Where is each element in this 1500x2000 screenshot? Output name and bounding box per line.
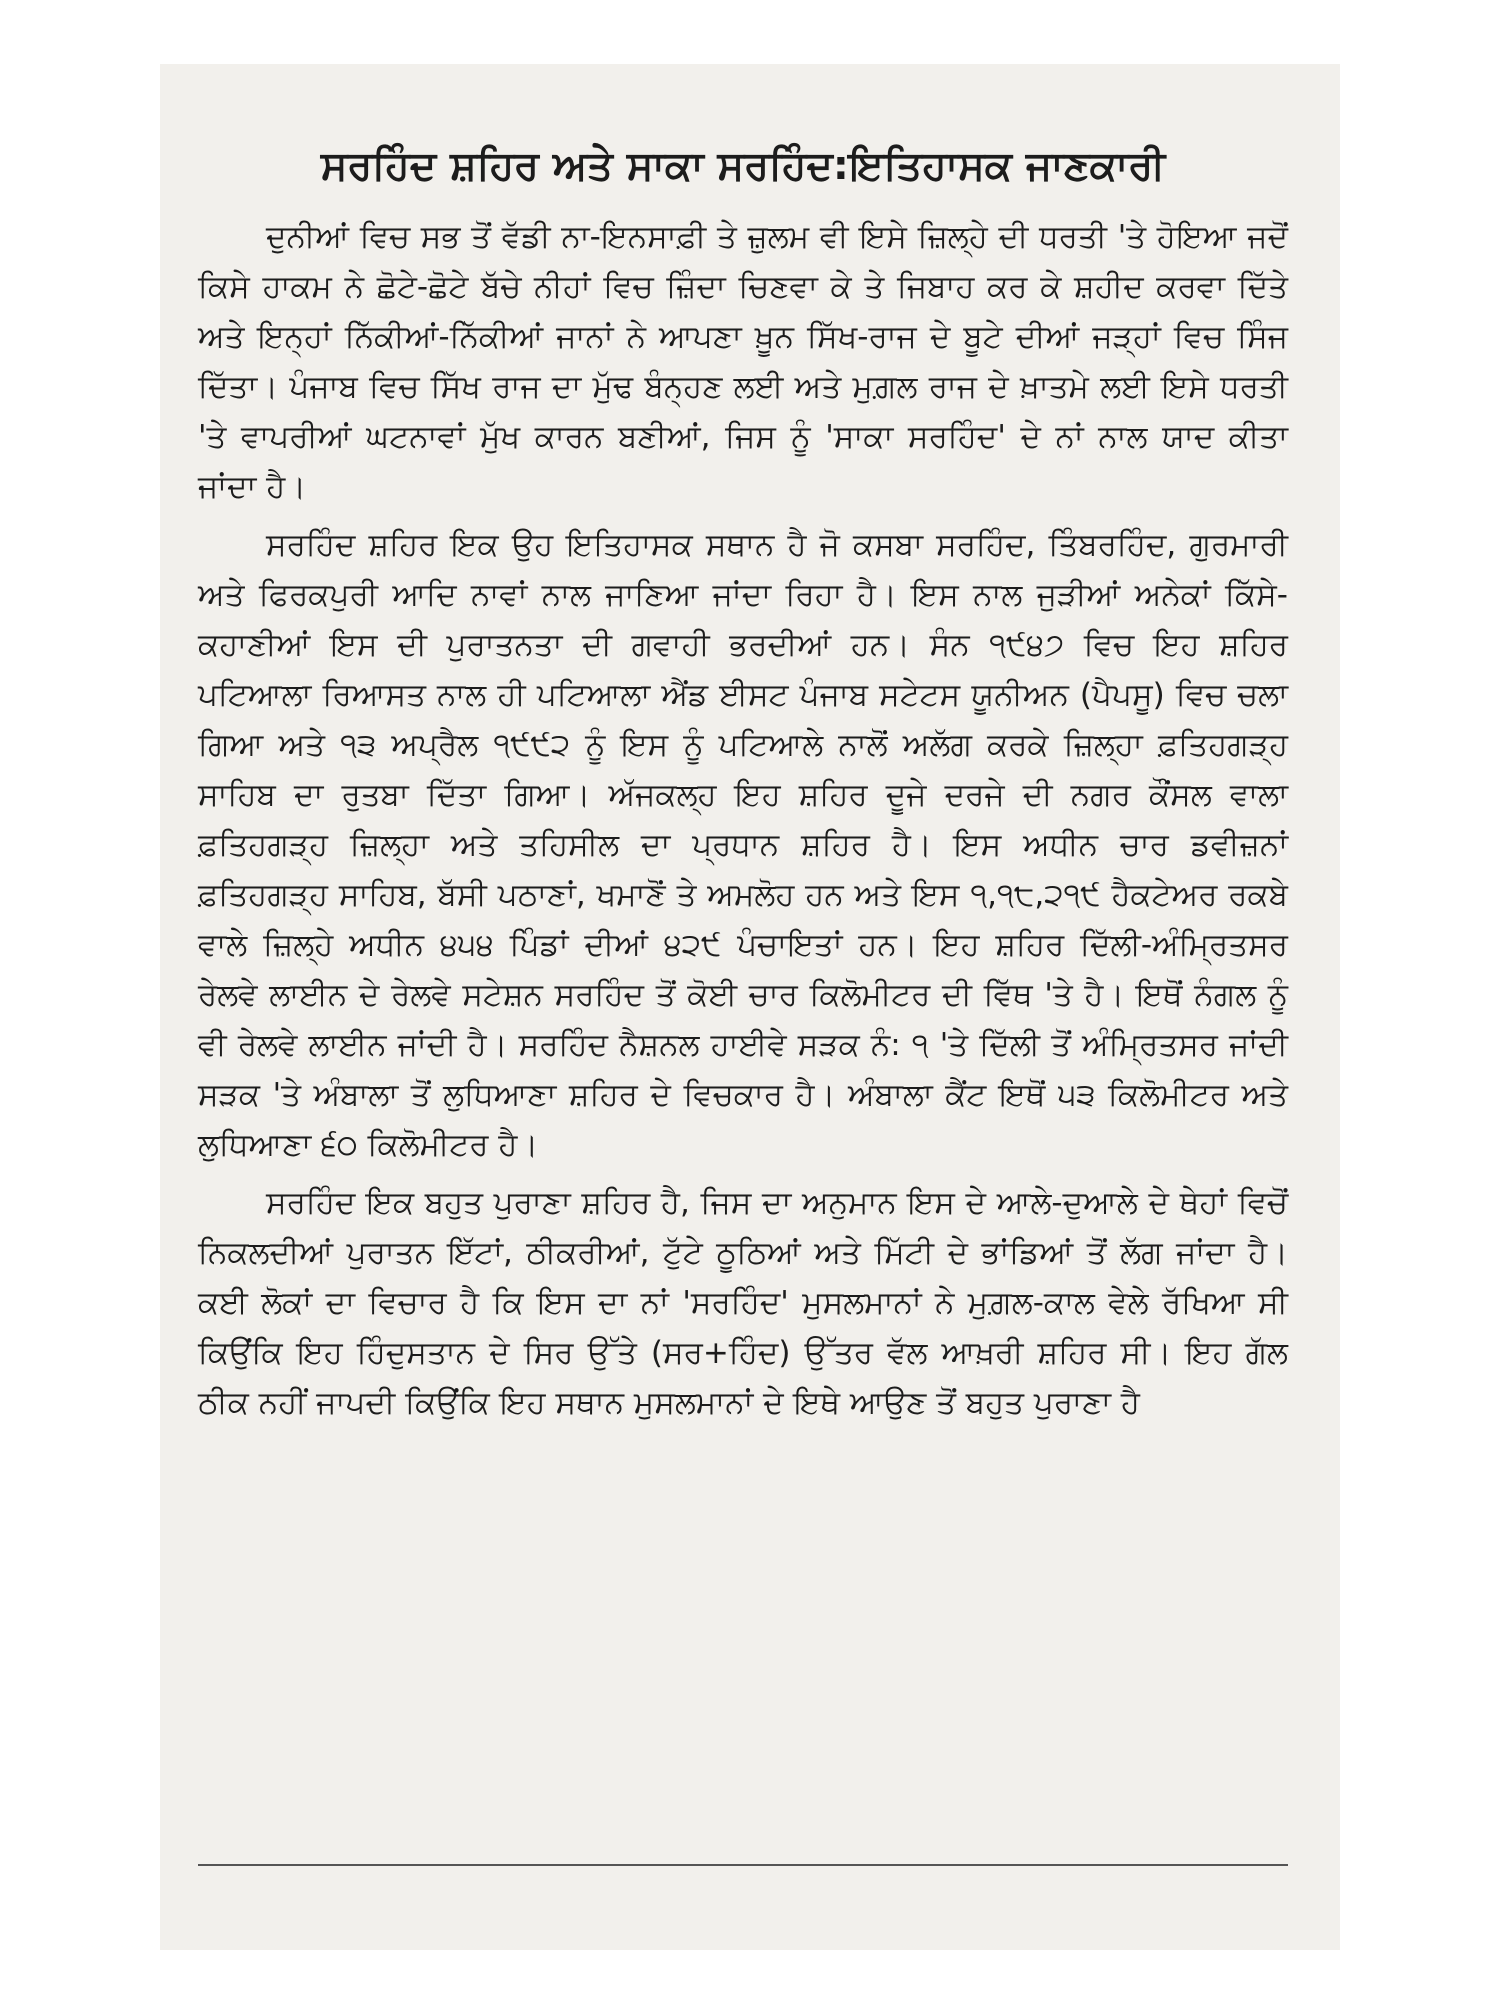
article [198, 140, 1288, 1436]
paragraph: ਸਰਹਿੰਦ ਸ਼ਹਿਰ ਇਕ ਉਹ ਇਤਿਹਾਸਕ ਸਥਾਨ ਹੈ ਜੋ ਕਸਬਾ ਸਰਹਿੰਦ, ਤਿੰਬਰਹਿੰਦ, ਗੁਰਮਾਰੀ ਅਤੇ ਫਿਰਕਪੁਰੀ ਆਦਿ ਨਾਵਾਂ ਨਾਲ ਜਾਣਿਆ ਜਾਂਦਾ ਰਿਹਾ ਹੈ। ਇਸ ਨਾਲ ਜੁੜੀਆਂ ਅਨੇਕਾਂ ਕਿੱਸੇ-ਕਹਾਣੀਆਂ ਇਸ ਦੀ ਪੁਰਾਤਨਤਾ ਦੀ ਗਵਾਹੀ ਭਰਦੀਆਂ ਹਨ। ਸੰਨ ੧੯੪੭ ਵਿਚ ਇਹ ਸ਼ਹਿਰ ਪਟਿਆਲਾ ਰਿਆਸਤ ਨਾਲ ਹੀ ਪਟਿਆਲਾ ਐਂਡ ਈਸਟ ਪੰਜਾਬ ਸਟੇਟਸ ਯੂਨੀਅਨ (ਪੈਪਸੂ) ਵਿਚ ਚਲਾ ਗਿਆ ਅਤੇ ੧੩ ਅਪ੍ਰੈਲ ੧੯੯੨ ਨੂੰ ਇਸ ਨੂੰ ਪਟਿਆਲੇ ਨਾਲੋਂ ਅਲੱਗ ਕਰਕੇ ਜ਼ਿਲ੍ਹਾ ਫ਼ਤਿਹਗੜ੍ਹ ਸਾਹਿਬ ਦਾ ਰੁਤਬਾ ਦਿੱਤਾ ਗਿਆ। ਅੱਜਕਲ੍ਹ ਇਹ ਸ਼ਹਿਰ ਦੂਜੇ ਦਰਜੇ ਦੀ ਨਗਰ ਕੌਂਸਲ ਵਾਲਾ ਫ਼ਤਿਹਗੜ੍ਹ ਜ਼ਿਲ੍ਹਾ ਅਤੇ ਤਹਿਸੀਲ ਦਾ ਪ੍ਰਧਾਨ ਸ਼ਹਿਰ ਹੈ। ਇਸ ਅਧੀਨ ਚਾਰ ਡਵੀਜ਼ਨਾਂ ਫ਼ਤਿਹਗੜ੍ਹ ਸਾਹਿਬ, ਬੱਸੀ ਪਠਾਣਾਂ, ਖਮਾਣੋਂ ਤੇ ਅਮਲੋਹ ਹਨ ਅਤੇ ਇਸ ੧,੧੮,੨੧੯ ਹੈਕਟੇਅਰ ਰਕਬੇ ਵਾਲੇ ਜ਼ਿਲ੍ਹੇ ਅਧੀਨ ੪੫੪ ਪਿੰਡਾਂ ਦੀਆਂ ੪੨੯ ਪੰਚਾਇਤਾਂ ਹਨ। ਇਹ ਸ਼ਹਿਰ ਦਿੱਲੀ-ਅੰਮ੍ਰਿਤਸਰ ਰੇਲਵੇ ਲਾਈਨ ਦੇ ਰੇਲਵੇ ਸਟੇਸ਼ਨ ਸਰਹਿੰਦ ਤੋਂ ਕੋਈ ਚਾਰ ਕਿਲੋਮੀਟਰ ਦੀ ਵਿੱਥ 'ਤੇ ਹੈ। ਇਥੋਂ ਨੰਗਲ ਨੂੰ ਵੀ ਰੇਲਵੇ ਲਾਈਨ ਜਾਂਦੀ ਹੈ। ਸਰਹਿੰਦ ਨੈਸ਼ਨਲ ਹਾਈਵੇ ਸੜਕ ਨੰ: ੧ 'ਤੇ ਦਿੱਲੀ ਤੋਂ ਅੰਮ੍ਰਿਤਸਰ ਜਾਂਦੀ ਸੜਕ 'ਤੇ ਅੰਬਾਲਾ ਤੋਂ ਲੁਧਿਆਣਾ ਸ਼ਹਿਰ ਦੇ ਵਿਚਕਾਰ ਹੈ। ਅੰਬਾਲਾ ਕੈਂਟ ਇਥੋਂ ੫੩ ਕਿਲੋਮੀਟਰ ਅਤੇ ਲੁਧਿਆਣਾ ੬੦ ਕਿਲੋਮੀਟਰ ਹੈ। [198, 527, 1288, 1163]
bottom-rule [198, 1864, 1288, 1866]
page-title: ਸਰਹਿੰਦ ਸ਼ਹਿਰ ਅਤੇ ਸਾਕਾ ਸਰਹਿੰਦ:ਇਤਿਹਾਸਕ ਜਾਣਕਾਰੀ [320, 143, 1166, 189]
paragraph: ਸਰਹਿੰਦ ਇਕ ਬਹੁਤ ਪੁਰਾਣਾ ਸ਼ਹਿਰ ਹੈ, ਜਿਸ ਦਾ ਅਨੁਮਾਨ ਇਸ ਦੇ ਆਲੇ-ਦੁਆਲੇ ਦੇ ਥੇਹਾਂ ਵਿਚੋਂ ਨਿਕਲਦੀਆਂ ਪੁਰਾਤਨ ਇੱਟਾਂ, ਠੀਕਰੀਆਂ, ਟੁੱਟੇ ਠੂਠਿਆਂ ਅਤੇ ਮਿੱਟੀ ਦੇ ਭਾਂਡਿਆਂ ਤੋਂ ਲੱਗ ਜਾਂਦਾ ਹੈ। ਕਈ ਲੋਕਾਂ ਦਾ ਵਿਚਾਰ ਹੈ ਕਿ ਇਸ ਦਾ ਨਾਂ 'ਸਰਹਿੰਦ' ਮੁਸਲਮਾਨਾਂ ਨੇ ਮੁਗ਼ਲ-ਕਾਲ ਵੇਲੇ ਰੱਖਿਆ ਸੀ ਕਿਉਂਕਿ ਇਹ ਹਿੰਦੁਸਤਾਨ ਦੇ ਸਿਰ ਉੱਤੇ (ਸਰ+ਹਿੰਦ) ਉੱਤਰ ਵੱਲ ਆਖ਼ਰੀ ਸ਼ਹਿਰ ਸੀ। ਇਹ ਗੱਲ ਠੀਕ ਨਹੀਂ ਜਾਪਦੀ ਕਿਉਂਕਿ ਇਹ ਸਥਾਨ ਮੁਸਲਮਾਨਾਂ ਦੇ ਇਥੇ ਆਉਣ ਤੋਂ ਬਹੁਤ ਪੁਰਾਣਾ ਹੈ [198, 1185, 1288, 1421]
paragraph: ਦੁਨੀਆਂ ਵਿਚ ਸਭ ਤੋਂ ਵੱਡੀ ਨਾ-ਇਨਸਾਫ਼ੀ ਤੇ ਜ਼ੁਲਮ ਵੀ ਇਸੇ ਜ਼ਿਲ੍ਹੇ ਦੀ ਧਰਤੀ 'ਤੇ ਹੋਇਆ ਜਦੋਂ ਕਿਸੇ ਹਾਕਮ ਨੇ ਛੋਟੇ-ਛੋਟੇ ਬੱਚੇ ਨੀਹਾਂ ਵਿਚ ਜ਼ਿੰਦਾ ਚਿਣਵਾ ਕੇ ਤੇ ਜਿਬਾਹ ਕਰ ਕੇ ਸ਼ਹੀਦ ਕਰਵਾ ਦਿੱਤੇ ਅਤੇ ਇਨ੍ਹਾਂ ਨਿੱਕੀਆਂ-ਨਿੱਕੀਆਂ ਜਾਨਾਂ ਨੇ ਆਪਣਾ ਖ਼ੂਨ ਸਿੱਖ-ਰਾਜ ਦੇ ਬੂਟੇ ਦੀਆਂ ਜੜ੍ਹਾਂ ਵਿਚ ਸਿੰਜ ਦਿੱਤਾ। ਪੰਜਾਬ ਵਿਚ ਸਿੱਖ ਰਾਜ ਦਾ ਮੁੱਢ ਬੰਨ੍ਹਣ ਲਈ ਅਤੇ ਮੁਗ਼ਲ ਰਾਜ ਦੇ ਖ਼ਾਤਮੇ ਲਈ ਇਸੇ ਧਰਤੀ 'ਤੇ ਵਾਪਰੀਆਂ ਘਟਨਾਵਾਂ ਮੁੱਖ ਕਾਰਨ ਬਣੀਆਂ, ਜਿਸ ਨੂੰ 'ਸਾਕਾ ਸਰਹਿੰਦ' ਦੇ ਨਾਂ ਨਾਲ ਯਾਦ ਕੀਤਾ ਜਾਂਦਾ ਹੈ। [198, 219, 1288, 505]
